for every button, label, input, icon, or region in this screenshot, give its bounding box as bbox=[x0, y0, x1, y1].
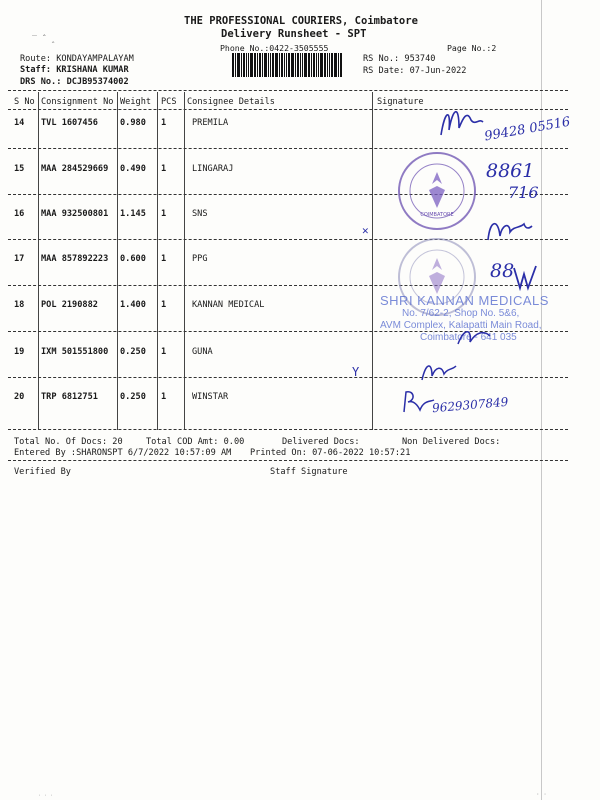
company-title: THE PROFESSIONAL COURIERS, Coimbatore bbox=[184, 15, 418, 27]
verified-by: Verified By bbox=[14, 467, 71, 477]
seal-stamp bbox=[396, 150, 478, 232]
row-consignee: WINSTAR bbox=[192, 392, 229, 402]
signature-scribble bbox=[454, 322, 494, 350]
row-consignee: SNS bbox=[192, 209, 208, 219]
col-divider bbox=[157, 92, 158, 430]
delivered-docs: Delivered Docs: bbox=[282, 437, 360, 447]
row-sno: 18 bbox=[14, 300, 25, 310]
col-divider bbox=[184, 92, 185, 430]
row-pcs: 1 bbox=[161, 300, 167, 310]
row-weight: 1.400 bbox=[120, 300, 146, 310]
phone-number: Phone No.:0422-3505555 bbox=[220, 43, 329, 53]
row-consignee: KANNAN MEDICAL bbox=[192, 300, 265, 310]
route-label: Route: KONDAYAMPALAYAM bbox=[20, 54, 134, 64]
stamp-line1: No. 7/62-2, Shop No. 5&6, bbox=[402, 308, 520, 319]
handwritten-number: 88 bbox=[490, 260, 515, 282]
table-bottom-rule bbox=[8, 429, 568, 430]
row-weight: 0.250 bbox=[120, 392, 146, 402]
row-rule bbox=[8, 194, 568, 195]
table-top-rule bbox=[8, 90, 568, 91]
row-weight: 0.600 bbox=[120, 254, 146, 264]
row-pcs: 1 bbox=[161, 209, 167, 219]
total-docs: Total No. Of Docs: 20 bbox=[14, 437, 123, 447]
corner-mark: ‾ ˆ ‸ bbox=[32, 33, 55, 43]
row-rule bbox=[8, 377, 568, 378]
row-consignment: POL 2190882 bbox=[41, 300, 98, 310]
row-weight: 0.250 bbox=[120, 347, 146, 357]
col-sno: S No bbox=[14, 97, 35, 107]
row-pcs: 1 bbox=[161, 118, 167, 128]
row-weight: 0.980 bbox=[120, 118, 146, 128]
col-divider bbox=[372, 92, 373, 430]
rs-number: RS No.: 953740 bbox=[363, 54, 436, 64]
stamp-line3: Coimbatore - 641 035 bbox=[420, 332, 517, 343]
col-divider bbox=[117, 92, 118, 430]
handwritten-number: 8861 bbox=[486, 160, 535, 182]
col-pcs: PCS bbox=[161, 97, 177, 107]
row-consignment: MAA 932500801 bbox=[41, 209, 109, 219]
row-consignment: MAA 857892223 bbox=[41, 254, 109, 264]
row-sno: 19 bbox=[14, 347, 25, 357]
row-consignment: TVL 1607456 bbox=[41, 118, 98, 128]
signature-scribble bbox=[484, 212, 534, 247]
row-consignment: IXM 501551800 bbox=[41, 347, 109, 357]
drs-number: DRS No.: DCJB95374002 bbox=[20, 77, 129, 87]
handwritten-phone: 99428 05516 bbox=[483, 114, 572, 145]
row-pcs: 1 bbox=[161, 254, 167, 264]
row-sno: 20 bbox=[14, 392, 25, 402]
entered-by: Entered By :SHARONSPT 6/7/2022 10:57:09 AM bbox=[14, 448, 232, 458]
row-pcs: 1 bbox=[161, 164, 167, 174]
runsheet-title: Delivery Runsheet - SPT bbox=[221, 28, 367, 40]
row-sno: 15 bbox=[14, 164, 25, 174]
seal-label: COIMBATORE bbox=[420, 212, 454, 218]
row-weight: 1.145 bbox=[120, 209, 146, 219]
row-consignee: GUNA bbox=[192, 347, 213, 357]
col-divider bbox=[38, 92, 39, 430]
row-consignee: PREMILA bbox=[192, 118, 229, 128]
page-number: Page No.:2 bbox=[447, 43, 497, 53]
row-rule bbox=[8, 148, 568, 149]
row-pcs: 1 bbox=[161, 347, 167, 357]
col-weight: Weight bbox=[120, 97, 152, 107]
corner-mark: · · · bbox=[38, 793, 54, 799]
signature-scribble bbox=[418, 356, 458, 386]
total-cod: Total COD Amt: 0.00 bbox=[146, 437, 245, 447]
row-sno: 16 bbox=[14, 209, 25, 219]
rs-date: RS Date: 07-Jun-2022 bbox=[363, 66, 467, 76]
footer-rule bbox=[8, 460, 568, 461]
staff-signature-label: Staff Signature bbox=[270, 467, 348, 477]
tick-mark: ✕ bbox=[362, 224, 369, 237]
row-pcs: 1 bbox=[161, 392, 167, 402]
corner-mark: · · bbox=[536, 791, 547, 798]
stamp-line2: AVM Complex, Kalapatti Main Road, bbox=[380, 320, 542, 331]
printed-on: Printed On: 07-06-2022 10:57:21 bbox=[250, 448, 411, 458]
barcode bbox=[232, 53, 356, 77]
non-delivered-docs: Non Delivered Docs: bbox=[402, 437, 501, 447]
signature-scribble bbox=[510, 262, 540, 294]
row-consignment: TRP 6812751 bbox=[41, 392, 98, 402]
staff-label: Staff: KRISHANA KUMAR bbox=[20, 65, 129, 75]
row-sno: 17 bbox=[14, 254, 25, 264]
handwritten-phone: 9629307849 bbox=[431, 394, 509, 416]
col-consignee: Consignee Details bbox=[187, 97, 275, 107]
stamp-name: SHRI KANNAN MEDICALS bbox=[380, 293, 549, 308]
row-consignee: LINGARAJ bbox=[192, 164, 234, 174]
col-consignment: Consignment No bbox=[41, 97, 114, 107]
row-weight: 0.490 bbox=[120, 164, 146, 174]
col-signature: Signature bbox=[377, 97, 424, 107]
signature-scribble bbox=[437, 100, 487, 145]
row-rule bbox=[8, 285, 568, 286]
tick-mark: Y bbox=[352, 365, 360, 379]
row-consignee: PPG bbox=[192, 254, 208, 264]
handwritten-number: 716 bbox=[508, 183, 539, 202]
row-sno: 14 bbox=[14, 118, 25, 128]
row-consignment: MAA 284529669 bbox=[41, 164, 109, 174]
